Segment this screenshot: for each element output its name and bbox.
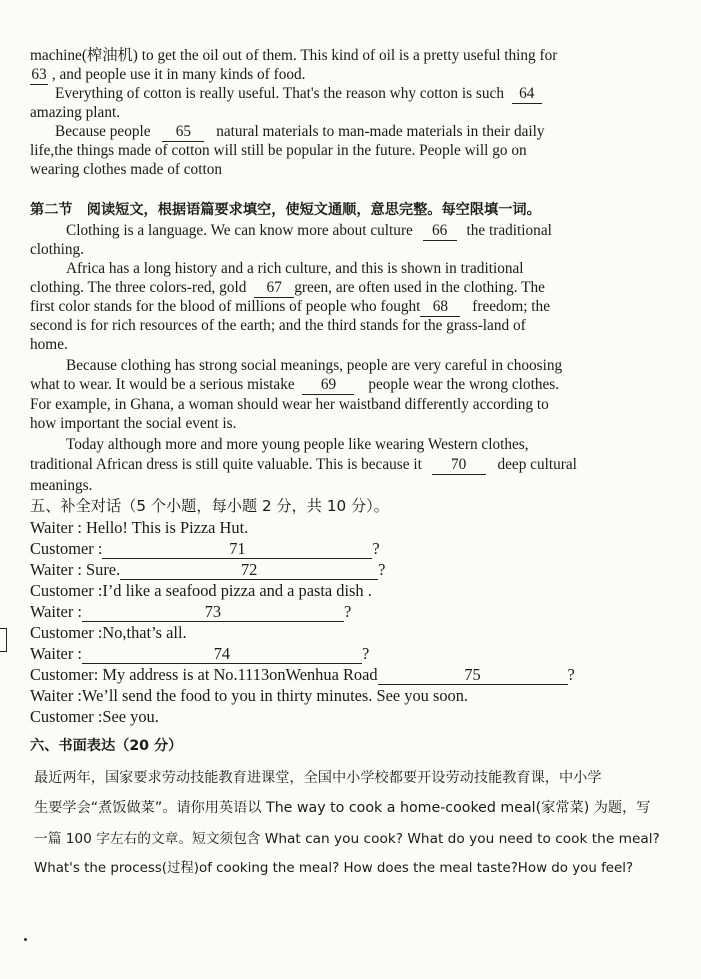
answer-blank-75[interactable]: 75 [378,666,568,685]
text-line: Clothing is a language. We can know more about culture 66 the traditional [66,222,552,239]
answer-blank-72[interactable]: 72 [120,561,378,580]
dialogue-line: Customer :I’d like a seafood pizza and a pasta dish . [30,581,372,600]
answer-blank-69[interactable]: 69 [302,376,354,395]
instruction-line: 最近两年，国家要求劳动技能教育进课堂，全国中小学校都要开设劳动技能教育课，中小学 [34,770,602,786]
text-line: home. [30,336,68,353]
dialogue-line: Customer : 71 ? [30,539,380,558]
text-line: machine(榨油机) to get the oil out of them. This kind of oil is a pretty useful thing for [30,47,558,64]
ink-dot [24,938,27,941]
text-line: clothing. The three colors-red, gold 67 green, are often used in the clothing. The [30,279,545,296]
answer-blank-64[interactable]: 64 [512,85,542,104]
text-line: wearing clothes made of cotton [30,161,222,178]
dialogue-line: Customer :See you. [30,707,159,726]
text-line: clothing. [30,241,84,258]
answer-blank-73[interactable]: 73 [82,603,344,622]
text-line: traditional African dress is still quite valuable. This is because it 70 deep cultural [30,456,577,473]
text-line: Everything of cotton is really useful. That's the reason why cotton is such 64 [55,85,542,104]
answer-blank-74[interactable]: 74 [82,645,362,664]
instruction-line: What's the process(过程)of cooking the meal? How does the meal taste?How do you feel? [34,861,634,876]
dialogue-line: Customer :No,that’s all. [30,623,187,642]
answer-blank-63[interactable]: 63 [31,66,47,83]
answer-blank-67[interactable]: 67 [254,279,294,298]
dialogue-line: Waiter : Hello! This is Pizza Hut. [30,518,249,537]
dialogue-line: Waiter : 73 ? [30,602,352,621]
text-line: For example, in Ghana, a woman should wear her waistband differently according to [30,396,549,413]
instruction-line: 一篇 100 字左右的文章。短文须包含 What can you cook? What do you need to cook the meal? [34,831,660,847]
text-line: Because people 65 natural materials to man-made materials in their daily [55,123,545,140]
text-line: meanings. [30,477,93,494]
margin-bracket [0,628,7,652]
text-line: what to wear. It would be a serious mistake 69 people wear the wrong clothes. [30,376,560,393]
answer-blank-71[interactable]: 71 [102,540,372,559]
answer-blank-65[interactable]: 65 [162,123,204,142]
text-line: Today although more and more young people like wearing Western clothes, [66,436,529,453]
text-line: Africa has a long history and a rich culture, and this is shown in traditional [66,260,524,277]
text-line: first color stands for the blood of millions of people who fought 68 freedom; the [30,298,550,315]
dialogue-line: Customer: My address is at No.1113onWenhua Road 75 ? [30,665,575,684]
answer-blank-66[interactable]: 66 [423,222,457,241]
section-heading: 第二节 阅读短文，根据语篇要求填空，使短文通顺，意思完整。每空限填一词。 [30,202,541,218]
text-line: 63 , and people use it in many kinds of food. [31,66,306,83]
dialogue-line: Waiter : Sure. 72 ? [30,560,386,579]
text-line: how important the social event is. [30,415,237,432]
text-line: life,the things made of cotton will still be popular in the future. People will go on [30,142,527,159]
dialogue-line: Waiter : 74 ? [30,644,370,663]
section-heading: 五、补全对话（5 个小题，每小题 2 分，共 10 分）。 [30,497,389,515]
section-heading: 六、书面表达（20 分） [30,738,183,754]
dialogue-line: Waiter :We’ll send the food to you in thirty minutes. See you soon. [30,686,469,705]
answer-blank-70[interactable]: 70 [432,456,486,475]
instruction-line: 生要学会“煮饭做菜”。请你用英语以 The way to cook a home-cooked meal(家常菜) 为题，写 [34,800,651,816]
text-line: second is for rich resources of the earth; and the third stands for the grass-land of [30,317,526,334]
text-line: Because clothing has strong social meanings, people are very careful in choosing [66,357,563,374]
answer-blank-68[interactable]: 68 [420,298,460,317]
text-line: amazing plant. [30,104,121,121]
